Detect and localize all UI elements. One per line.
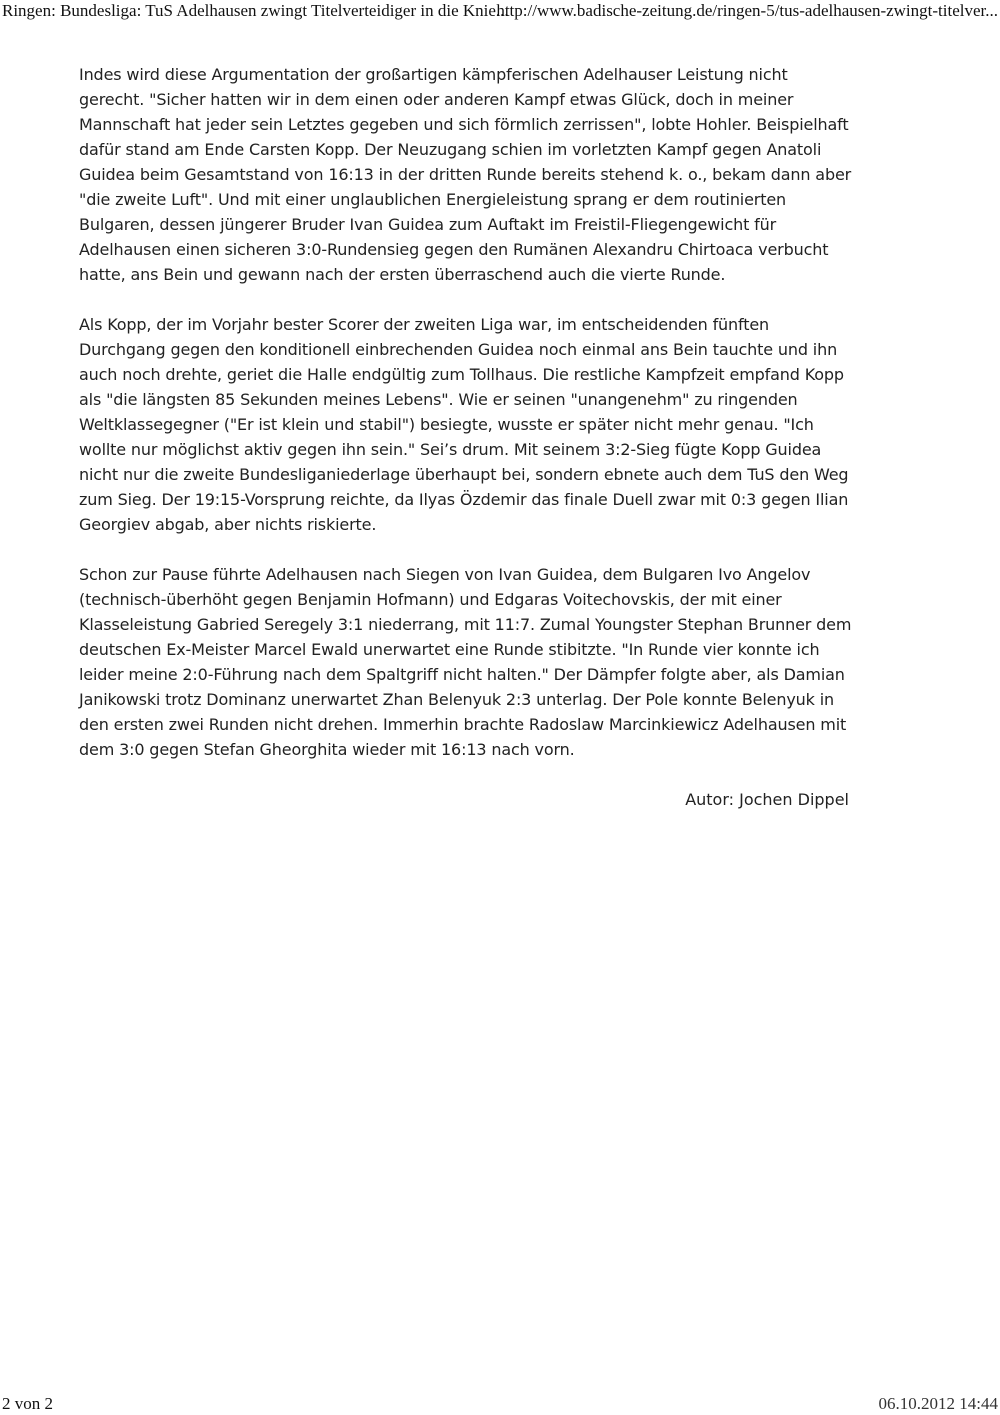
page-number: 2 von 2 [2, 1394, 53, 1413]
article-paragraph: Schon zur Pause führte Adelhausen nach Siegen von Ivan Guidea, dem Bulgaren Ivo Angelov (technisch-überhöht gegen Benjamin Hofmann) und Edgaras Voitechovskis, der mit einer Klasseleistung Gabried Seregely 3:1 niederrang, mit 11:7. Zumal Youngster Stephan Brunner dem deutschen Ex-Meister Marcel Ewald unerwartet eine Runde stibitzte. "In Runde vier konnte ich leider meine 2:0-Führung nach dem Spaltgriff nicht halten." Der Dämpfer folgte aber, als Damian Janikowski trotz Dominanz unerwartet Zhan Belenyuk 2:3 unterlag. Der Pole konnte Belenyuk in den ersten zwei Runden nicht drehen. Immerhin brachte Radoslaw Marcinkiewicz Adelhausen mit dem 3:0 gegen Stefan Gheorghita wieder mit 16:13 nach vorn. [79, 565, 852, 759]
article-body [79, 62, 854, 812]
print-datetime: 06.10.2012 14:44 [878, 1394, 998, 1413]
page-url-header: http://www.badische-zeitung.de/ringen-5/tus-adelhausen-zwingt-titelver... [496, 1, 998, 20]
page-title-header: Ringen: Bundesliga: TuS Adelhausen zwingt Titelverteidiger in die Knie... [2, 1, 509, 20]
article-paragraph: Indes wird diese Argumentation der großartigen kämpferischen Adelhauser Leistung nicht gerecht. "Sicher hatten wir in dem einen oder anderen Kampf etwas Glück, doch in meiner Mannschaft hat jeder sein Letztes gegeben und sich förmlich zerrissen", lobte Hohler. Beispielhaft dafür stand am Ende Carsten Kopp. Der Neuzugang schien im vorletzten Kampf gegen Anatoli Guidea beim Gesamtstand von 16:13 in der dritten Runde bereits stehend k. o., bekam dann aber "die zweite Luft". Und mit einer unglaublichen Energieleistung sprang er dem routinierten Bulgaren, dessen jüngerer Bruder Ivan Guidea zum Auftakt im Freistil-Fliegengewicht für Adelhausen einen sicheren 3:0-Rundensieg gegen den Rumänen Alexandru Chirtoaca verbucht hatte, ans Bein und gewann nach der ersten überraschend auch die vierte Runde. [79, 65, 852, 284]
article-author: Autor: Jochen Dippel [685, 790, 849, 809]
article-paragraph: Als Kopp, der im Vorjahr bester Scorer der zweiten Liga war, im entscheidenden fünften Durchgang gegen den konditionell einbrechenden Guidea noch einmal ans Bein tauchte und ihn auch noch drehte, geriet die Halle endgültig zum Tollhaus. Die restliche Kampfzeit empfand Kopp als "die längsten 85 Sekunden meines Lebens". Wie er seinen "unangenehm" zu ringenden Weltklassegegner ("Er ist klein und stabil") besiegte, wusste er später nicht mehr genau. "Ich wollte nur möglichst aktiv gegen ihn sein." Sei’s drum. Mit seinem 3:2-Sieg fügte Kopp Guidea nicht nur die zweite Bundesliganiederlage überhaupt bei, sondern ebnete auch dem TuS den Weg zum Sieg. Der 19:15-Vorsprung reichte, da Ilyas Özdemir das finale Duell zwar mit 0:3 gegen Ilian Georgiev abgab, aber nichts riskierte. [79, 315, 849, 534]
